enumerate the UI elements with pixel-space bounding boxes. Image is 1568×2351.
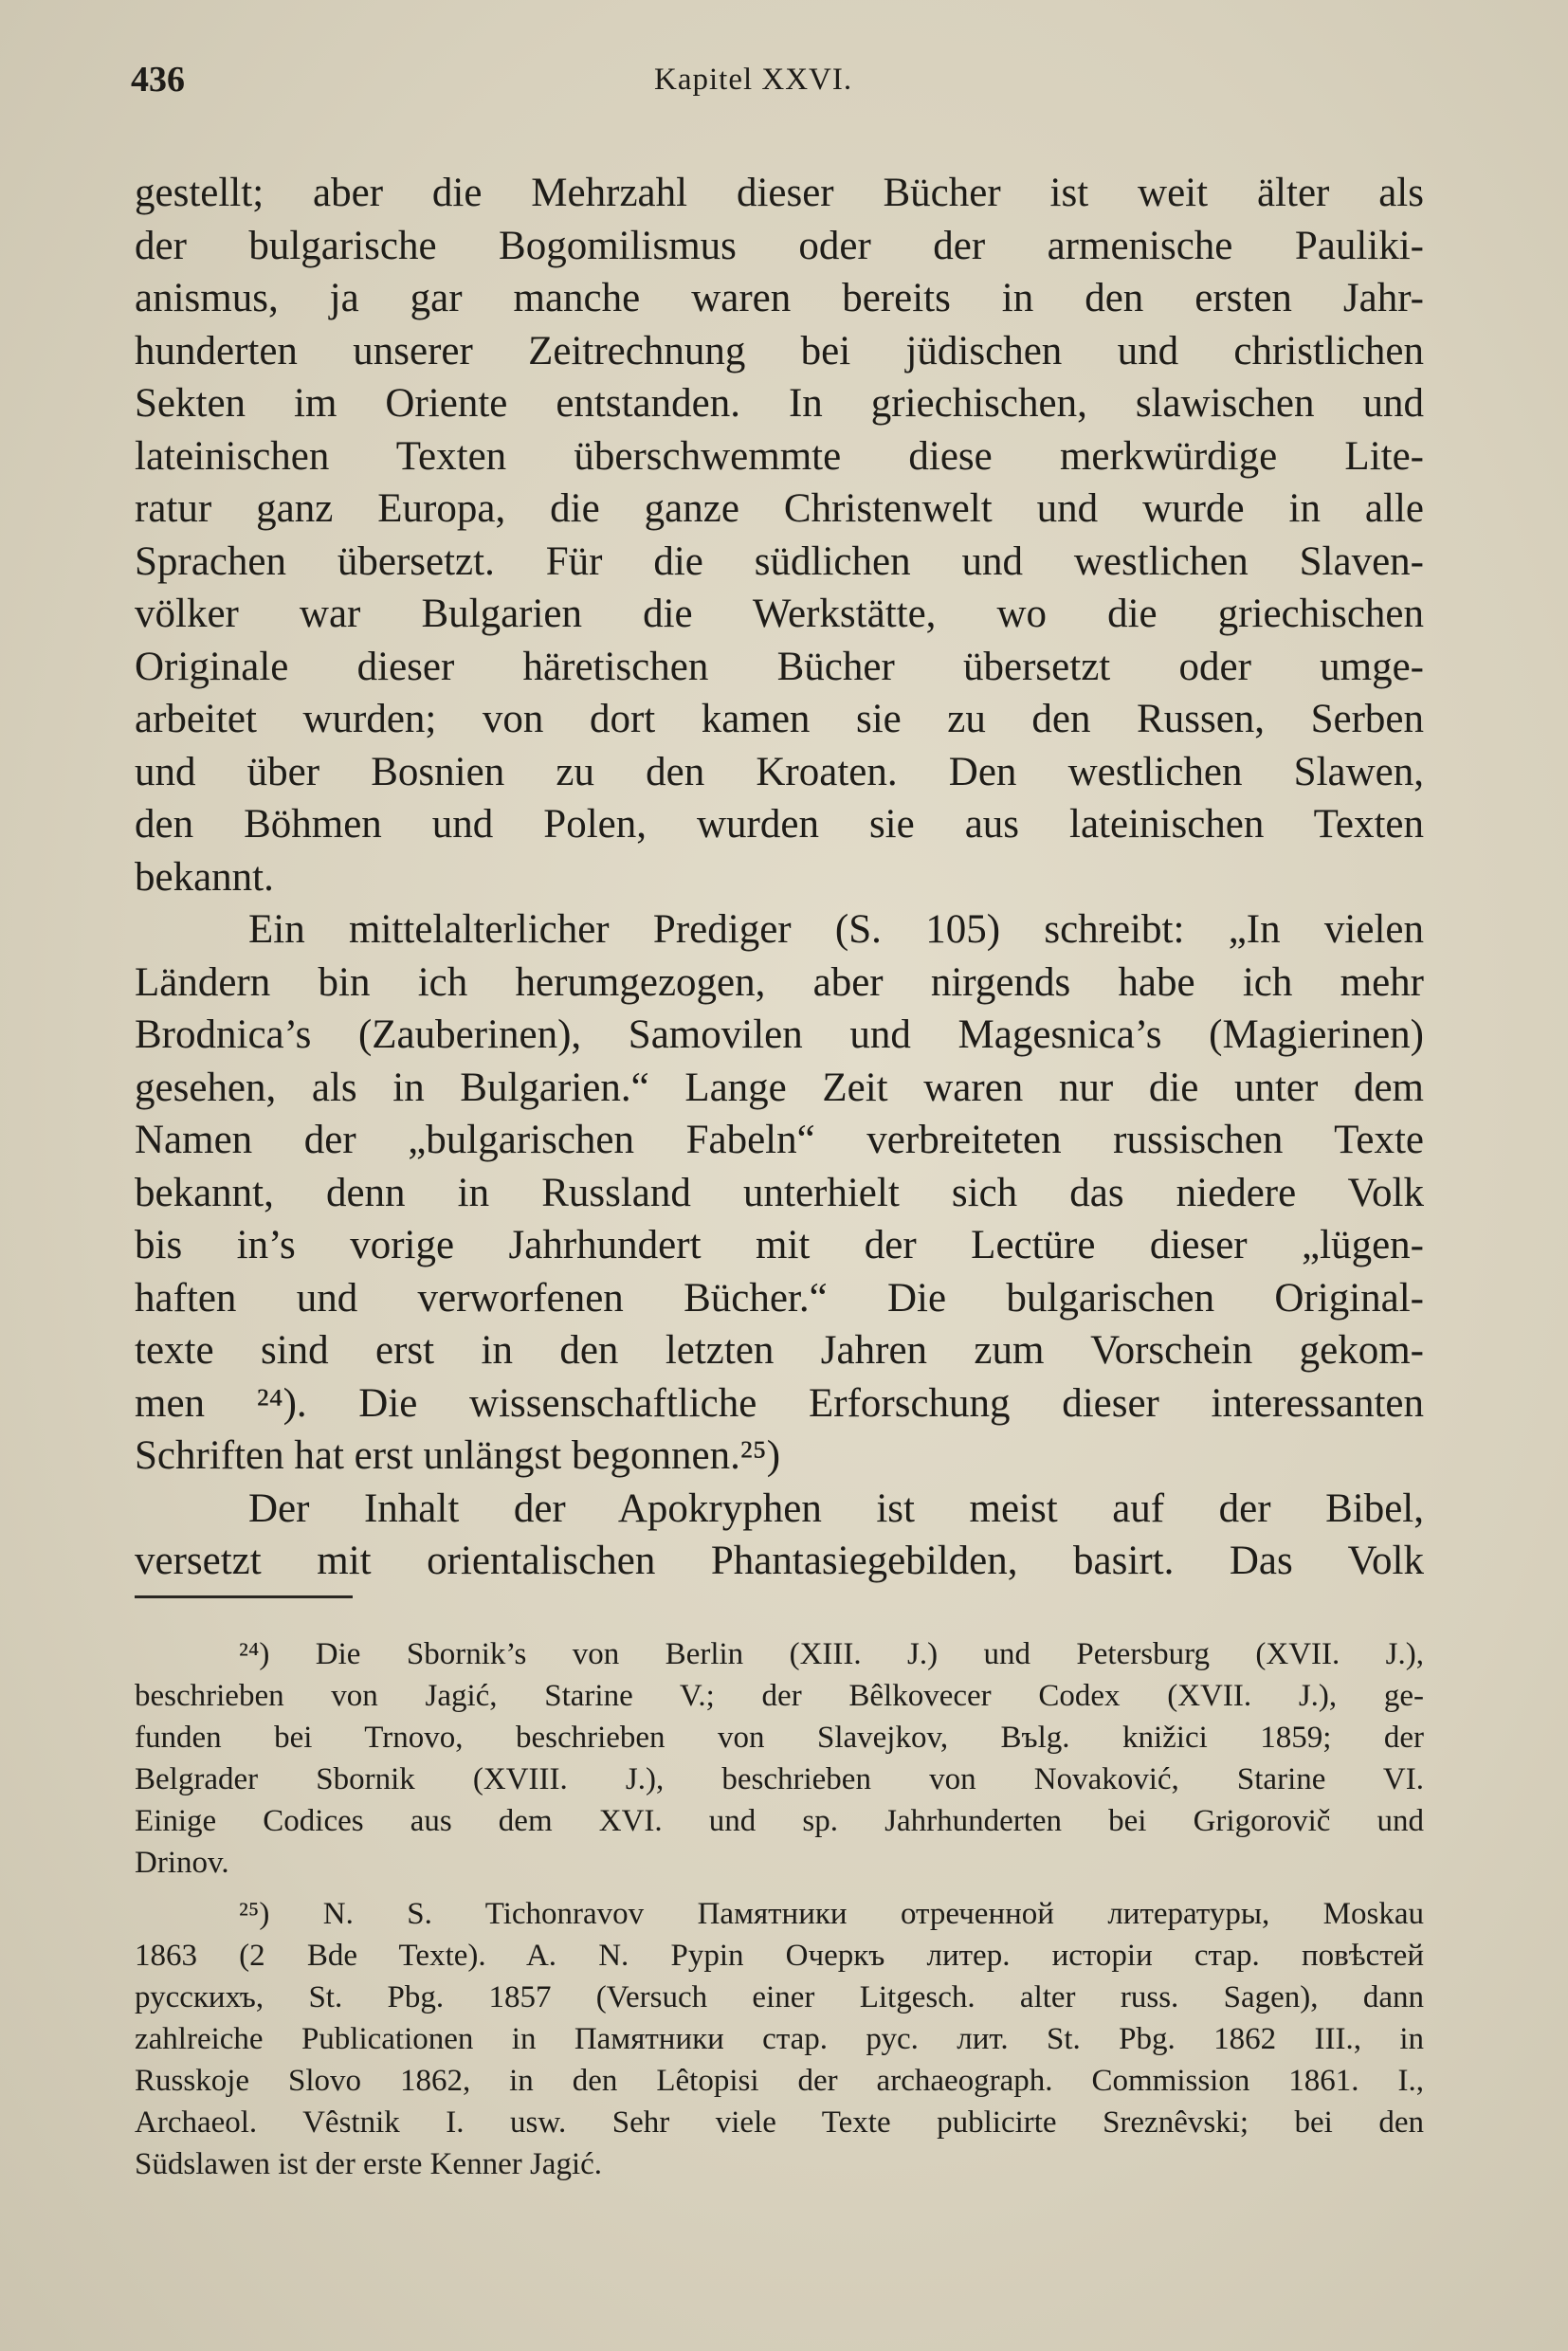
body-line: bekannt, denn in Russland unterhielt sich das niedere Volk <box>135 1171 1424 1215</box>
footnote-line: beschrieben von Jagić, Starine V.; der Bêlkovecer Codex (XVII. J.), ge- <box>135 1679 1424 1713</box>
body-line: völker war Bulgarien die Werkstätte, wo die griechischen <box>135 592 1424 636</box>
body-line: lateinischen Texten überschwemmte diese merkwürdige Lite- <box>135 434 1424 479</box>
body-line: hunderten unserer Zeitrechnung bei jüdischen und christlichen <box>135 329 1424 374</box>
footnote-line: Archaeol. Vêstnik I. usw. Sehr viele Texte publicirte Sreznêvski; bei den <box>135 2105 1424 2140</box>
footnote-line: Einige Codices aus dem XVI. und sp. Jahrhunderten bei Grigorovič und <box>135 1804 1424 1838</box>
page-number: 436 <box>131 60 185 100</box>
body-line: men ²⁴). Die wissenschaftliche Erforschung dieser interessanten <box>135 1381 1424 1426</box>
body-line: Ländern bin ich herumgezogen, aber nirgends habe ich mehr <box>135 960 1424 1005</box>
footnote-line: Russkoje Slovo 1862, in den Lêtopisi der archaeograph. Commission 1861. I., <box>135 2064 1424 2098</box>
body-line: Sprachen übersetzt. Für die südlichen und westlichen Slaven- <box>135 539 1424 584</box>
body-line: und über Bosnien zu den Kroaten. Den westlichen Slawen, <box>135 750 1424 794</box>
body-line: texte sind erst in den letzten Jahren zum Vorschein gekom- <box>135 1328 1424 1373</box>
footnote-line: русскихъ, St. Pbg. 1857 (Versuch einer Litgesch. alter russ. Sagen), dann <box>135 1980 1424 2014</box>
body-line: Sekten im Oriente entstanden. In griechischen, slawischen und <box>135 381 1424 426</box>
body-line: Ein mittelalterlicher Prediger (S. 105) schreibt: „In vielen <box>248 907 1424 952</box>
body-line: Schriften hat erst unlängst begonnen.²⁵) <box>135 1433 781 1478</box>
body-line: Brodnica’s (Zauberinen), Samovilen und Magesnica’s (Magierinen) <box>135 1012 1424 1057</box>
footnote-line: funden bei Trnovo, beschrieben von Slavejkov, Bъlg. knižici 1859; der <box>135 1721 1424 1755</box>
body-line: Originale dieser häretischen Bücher übersetzt oder umge- <box>135 645 1424 689</box>
body-line: der bulgarische Bogomilismus oder der armenische Pauliki- <box>135 224 1424 268</box>
body-line: arbeitet wurden; von dort kamen sie zu den Russen, Serben <box>135 697 1424 741</box>
footnote-line: Drinov. <box>135 1846 229 1880</box>
footnote-line: zahlreiche Publicationen in Памятники стар. рус. лит. St. Pbg. 1862 III., in <box>135 2022 1424 2056</box>
body-line: versetzt mit orientalischen Phantasiegebilden, basirt. Das Volk <box>135 1539 1424 1583</box>
body-line: anismus, ja gar manche waren bereits in den ersten Jahr- <box>135 276 1424 320</box>
body-line: bekannt. <box>135 855 274 900</box>
body-line: Der Inhalt der Apokryphen ist meist auf der Bibel, <box>248 1486 1424 1531</box>
body-line: den Böhmen und Polen, wurden sie aus lateinischen Texten <box>135 802 1424 847</box>
footnote-line: Belgrader Sbornik (XVIII. J.), beschrieben von Novaković, Starine VI. <box>135 1762 1424 1796</box>
body-line: ratur ganz Europa, die ganze Christenwelt und wurde in alle <box>135 486 1424 531</box>
running-head: Kapitel XXVI. <box>654 63 853 97</box>
body-line: Namen der „bulgarischen Fabeln“ verbreiteten russischen Texte <box>135 1118 1424 1162</box>
footnote-line: Südslawen ist der erste Kenner Jagić. <box>135 2147 603 2181</box>
body-line: gesehen, als in Bulgarien.“ Lange Zeit waren nur die unter dem <box>135 1066 1424 1110</box>
footnote-line: 1863 (2 Bde Texte). A. N. Pypin Очеркъ литер. исторіи стар. повѣстей <box>135 1939 1424 1973</box>
body-line: bis in’s vorige Jahrhundert mit der Lectüre dieser „lügen- <box>135 1223 1424 1267</box>
footnote-line: ²⁵) N. S. Tichonravov Памятники отреченной литературы, Moskau <box>239 1897 1424 1931</box>
footnote-line: ²⁴) Die Sbornik’s von Berlin (XIII. J.) und Petersburg (XVII. J.), <box>239 1637 1424 1671</box>
footnote-separator <box>135 1595 353 1598</box>
body-line: gestellt; aber die Mehrzahl dieser Bücher ist weit älter als <box>135 171 1424 215</box>
body-line: haften und verworfenen Bücher.“ Die bulgarischen Original- <box>135 1276 1424 1321</box>
